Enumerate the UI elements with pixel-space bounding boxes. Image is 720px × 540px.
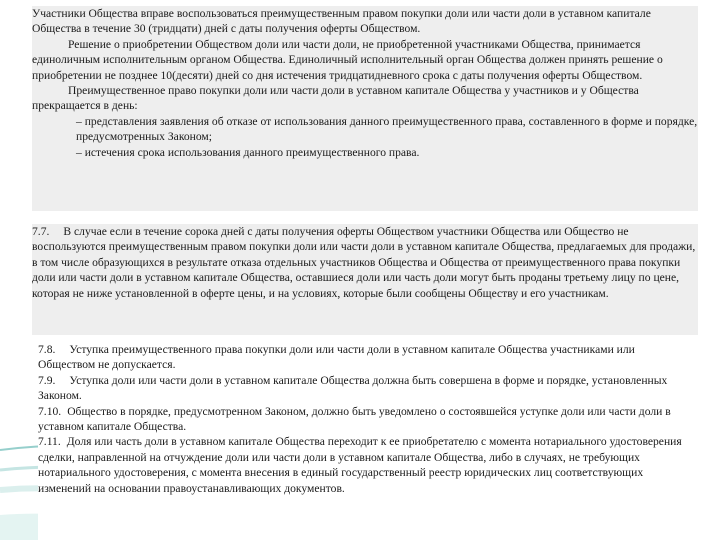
clause-number: 7.9. [38,373,56,387]
paragraph: Преимущественное право покупки доли или части доли в уставном капитале Общества у участников и у Общества прекращается в день: [32,84,639,113]
clause-7-8 [38,342,694,373]
clause-text: В случае если в течение сорока дней с даты получения оферты Обществом участники Общества или Общество не воспользуются преимущественным правом покупки доли или части доли в уставном капитале Общества, предлагаемых для продажи, в том числе образующихся в результате отказа отдельных участников Общества и Общества от преимущественного права покупки доли или части доли в уставном капитале Общества, оставшиеся доли или часть доли могут быть проданы третьему лицу по цене, которая не ниже установленной в оферте цены, и на условиях, которые были сообщены Обществу и его участникам. [32,225,696,300]
paragraph: Участники Общества вправе воспользоваться преимущественным правом покупки доли или части доли в уставном капитале Общества в течение 30 (тридцати) дней с даты получения оферты Обществом. [32,7,651,36]
list-item: – представления заявления об отказе от использования данного преимущественного права, составленного в форме и порядке, предусмотренных Законом; [76,114,698,144]
section-7-8-to-7-11 [38,342,694,540]
clause-text: Уступка доли или части доли в уставном капитале Общества должна быть совершена в форме и порядке, установленных Законом. [38,373,668,403]
clause-number: 7.7. [32,225,50,238]
clause-number: 7.8. [38,343,56,356]
section-7-7 [32,224,698,335]
clause-7-9 [38,373,694,404]
clause-7-10 [38,404,694,435]
clause-7-7 [32,224,698,301]
list-item: – истечения срока использования данного преимущественного права. [76,145,420,159]
clause-number: 7.10. [38,404,62,418]
clause-text: Общество в порядке, предусмотренном Законом, должно быть уведомлено о состоявшейся уступке доли или части доли в уставном капитале Общества. [38,404,671,434]
clause-text: Доля или часть доли в уставном капитале Общества переходит к ее приобретателю с момента нотариального удостоверения сделки, направленной на отчуждение доли или части доли в уставном капитале Общества, либо в случаях, не требующих нотариального удостоверения, с момента внесения в единый государственный реестр юридических лиц соответствующих изменений на основании правоустанавливающих документов. [38,435,682,495]
section-preemptive-right [32,6,698,211]
clause-number: 7.11. [38,435,61,449]
clause-text: Уступка преимущественного права покупки доли или части доли в уставном капитале Общества участниками или Обществом не допускается. [38,343,635,372]
paragraph: Решение о приобретении Обществом доли или части доли, не приобретенной участниками Общества, принимается единоличным исполнительным органом Общества. Единоличный исполнительный орган Общества должен принять решение о приобретении не позднее 10(десяти) дней со дня истечения тридцатидневного срока с даты получения оферты Обществом. [32,37,663,82]
clause-7-11 [38,434,694,496]
